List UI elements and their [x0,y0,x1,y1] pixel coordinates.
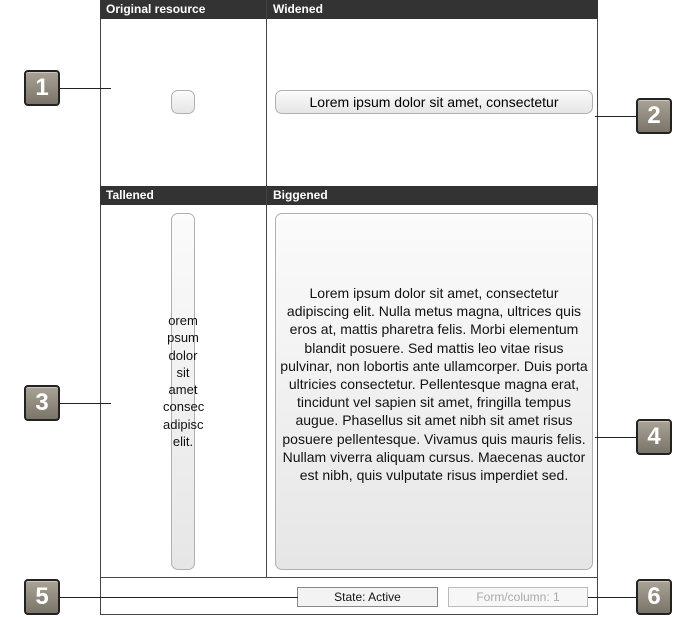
callout-2-leader [595,116,637,117]
callout-1: 1 [24,70,60,106]
column-divider [266,0,267,577]
biggened-button[interactable] [275,213,593,570]
callout-6-leader [588,597,637,598]
widened-header: Widened [267,0,598,19]
widened-button[interactable] [275,90,593,114]
callout-4: 4 [636,419,672,455]
tallened-text-line: adipisc [163,416,204,432]
tallened-button[interactable] [163,213,205,570]
tallened-text-line: elit. [172,434,194,450]
tallened-text-line: consec [163,399,205,415]
tallened-text-line: psum [167,330,199,346]
callout-6: 6 [636,579,672,615]
tallened-text-line: dolor [168,347,198,363]
widened-button-label: Lorem ipsum dolor sit amet, consectetur [309,94,559,110]
callout-4-leader [595,437,637,438]
form-column-indicator: Form/column: 1 [448,587,588,607]
callout-3: 3 [24,385,60,421]
tallened-button-text [163,312,205,450]
callout-2: 2 [636,98,672,134]
callout-5-leader [60,597,298,598]
status-divider [100,577,598,578]
callout-3-leader [60,403,111,404]
tallened-text-line: orem [168,313,198,328]
tallened-text-line: sit [176,364,190,380]
original-resource-header: Original resource [100,0,266,19]
callout-5: 5 [24,579,60,615]
tallened-header: Tallened [100,186,266,205]
original-button[interactable] [171,90,195,114]
biggened-header: Biggened [267,186,598,205]
state-indicator: State: Active [297,587,438,607]
tallened-text-line: amet [168,382,198,398]
biggened-button-label: Lorem ipsum dolor sit amet, consectetur adipiscing elit. Nulla metus magna, ultrices quis eros at, mattis pharetra felis. Morbi elementum blandit posuere. Sed mattis leo vitae risus pulvinar, non lobortis ante ullamcorper. Duis porta ultricies consectetur. Pellentesque magna erat, tincidunt vel sapien sit amet, fringilla tempus augue. Phasellus sit amet nibh sit amet risus posuere pellentesque. Vivamus quis mauris felis. Nullam viverra aliquam cursus. Maecenas auctor est nibh, quis vulputate risus imperdiet sed. [280,285,588,484]
callout-1-leader [60,88,111,89]
